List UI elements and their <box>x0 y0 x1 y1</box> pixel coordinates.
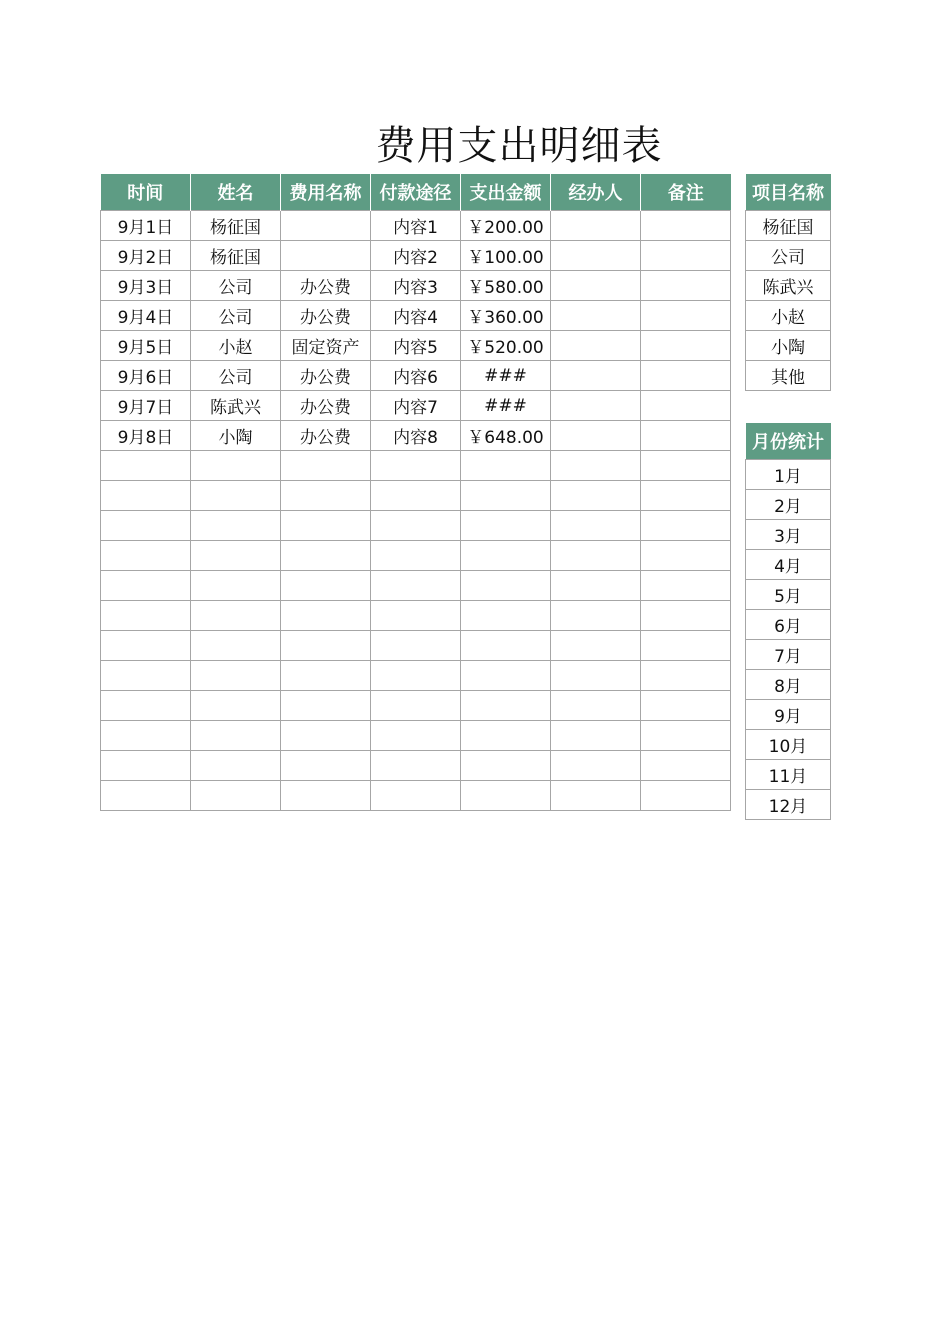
cell-amount[interactable]: ￥520.00 <box>461 331 551 361</box>
list-item <box>746 550 831 580</box>
cell-payment-method[interactable]: 内容8 <box>371 421 461 451</box>
cell-handler[interactable] <box>551 451 641 481</box>
cell-handler[interactable] <box>551 511 641 541</box>
cell-time[interactable]: 9月5日 <box>101 331 191 361</box>
cell-time[interactable] <box>101 721 191 751</box>
cell-remark[interactable] <box>641 571 731 601</box>
cell-amount[interactable]: ￥360.00 <box>461 301 551 331</box>
month-cell[interactable]: 9月 <box>746 700 831 730</box>
header-handler: 经办人 <box>551 174 641 211</box>
cell-payment-method[interactable]: 内容2 <box>371 241 461 271</box>
cell-handler[interactable] <box>551 571 641 601</box>
cell-name[interactable]: 公司 <box>191 301 281 331</box>
cell-payment-method[interactable] <box>371 751 461 781</box>
project-name-cell[interactable]: 小陶 <box>746 331 831 361</box>
list-item <box>746 301 831 331</box>
list-item <box>746 361 831 391</box>
cell-remark[interactable] <box>641 271 731 301</box>
cell-amount[interactable]: ￥648.00 <box>461 421 551 451</box>
cell-payment-method[interactable]: 内容3 <box>371 271 461 301</box>
cell-name[interactable] <box>191 601 281 631</box>
cell-name[interactable]: 小赵 <box>191 331 281 361</box>
cell-name[interactable] <box>191 451 281 481</box>
project-table-header-row <box>746 174 831 211</box>
cell-expense-name[interactable] <box>281 541 371 571</box>
list-item <box>746 490 831 520</box>
table-row <box>101 391 731 421</box>
cell-payment-method[interactable] <box>371 451 461 481</box>
cell-name[interactable] <box>191 511 281 541</box>
list-item <box>746 331 831 361</box>
cell-payment-method[interactable] <box>371 571 461 601</box>
table-row <box>101 481 731 511</box>
project-table <box>745 174 831 391</box>
page-title: 费用支出明细表 <box>375 123 663 169</box>
list-item <box>746 520 831 550</box>
cell-name[interactable] <box>191 631 281 661</box>
cell-expense-name[interactable] <box>281 601 371 631</box>
table-row <box>101 721 731 751</box>
cell-payment-method[interactable]: 内容7 <box>371 391 461 421</box>
cell-handler[interactable] <box>551 691 641 721</box>
cell-expense-name[interactable]: 办公费 <box>281 391 371 421</box>
cell-time[interactable] <box>101 541 191 571</box>
month-cell[interactable]: 6月 <box>746 610 831 640</box>
cell-time[interactable]: 9月7日 <box>101 391 191 421</box>
project-table-body <box>746 211 831 391</box>
cell-amount[interactable] <box>461 541 551 571</box>
cell-remark[interactable] <box>641 541 731 571</box>
cell-amount[interactable]: ￥200.00 <box>461 211 551 241</box>
cell-time[interactable] <box>101 511 191 541</box>
table-row <box>101 541 731 571</box>
table-row <box>101 211 731 241</box>
cell-remark[interactable] <box>641 601 731 631</box>
cell-handler[interactable] <box>551 421 641 451</box>
cell-amount[interactable] <box>461 451 551 481</box>
list-item <box>746 700 831 730</box>
cell-handler[interactable] <box>551 661 641 691</box>
cell-name[interactable]: 公司 <box>191 361 281 391</box>
cell-remark[interactable] <box>641 691 731 721</box>
header-project-name: 项目名称 <box>746 174 831 211</box>
cell-time[interactable]: 9月4日 <box>101 301 191 331</box>
table-row <box>101 451 731 481</box>
table-row <box>101 271 731 301</box>
month-table-header-row <box>746 423 831 460</box>
month-cell[interactable]: 3月 <box>746 520 831 550</box>
cell-amount[interactable] <box>461 661 551 691</box>
cell-name[interactable] <box>191 571 281 601</box>
cell-amount[interactable] <box>461 751 551 781</box>
cell-payment-method[interactable]: 内容6 <box>371 361 461 391</box>
cell-payment-method[interactable] <box>371 601 461 631</box>
table-row <box>101 241 731 271</box>
month-table-body <box>746 460 831 820</box>
project-name-cell[interactable]: 杨征国 <box>746 211 831 241</box>
cell-payment-method[interactable] <box>371 481 461 511</box>
cell-handler[interactable] <box>551 301 641 331</box>
cell-expense-name[interactable]: 办公费 <box>281 361 371 391</box>
cell-expense-name[interactable] <box>281 481 371 511</box>
header-month-stats: 月份统计 <box>746 423 831 460</box>
list-item <box>746 730 831 760</box>
cell-expense-name[interactable]: 办公费 <box>281 421 371 451</box>
month-cell[interactable]: 5月 <box>746 580 831 610</box>
cell-remark[interactable] <box>641 361 731 391</box>
cell-expense-name[interactable] <box>281 751 371 781</box>
month-cell[interactable]: 8月 <box>746 670 831 700</box>
cell-handler[interactable] <box>551 751 641 781</box>
cell-payment-method[interactable] <box>371 721 461 751</box>
month-cell[interactable]: 11月 <box>746 760 831 790</box>
cell-time[interactable] <box>101 481 191 511</box>
cell-remark[interactable] <box>641 511 731 541</box>
cell-remark[interactable] <box>641 211 731 241</box>
cell-time[interactable] <box>101 631 191 661</box>
project-name-cell[interactable]: 陈武兴 <box>746 271 831 301</box>
expense-table-body <box>101 211 731 811</box>
cell-expense-name[interactable] <box>281 661 371 691</box>
expense-table <box>100 174 731 811</box>
cell-time[interactable] <box>101 661 191 691</box>
cell-handler[interactable] <box>551 721 641 751</box>
cell-expense-name[interactable] <box>281 451 371 481</box>
cell-name[interactable] <box>191 721 281 751</box>
month-table <box>745 423 831 820</box>
cell-payment-method[interactable] <box>371 631 461 661</box>
cell-name[interactable]: 小陶 <box>191 421 281 451</box>
cell-handler[interactable] <box>551 631 641 661</box>
cell-time[interactable] <box>101 751 191 781</box>
cell-handler[interactable] <box>551 331 641 361</box>
cell-amount[interactable] <box>461 691 551 721</box>
cell-name[interactable] <box>191 691 281 721</box>
cell-handler[interactable] <box>551 211 641 241</box>
list-item <box>746 211 831 241</box>
cell-amount[interactable] <box>461 481 551 511</box>
cell-amount[interactable] <box>461 601 551 631</box>
cell-time[interactable]: 9月1日 <box>101 211 191 241</box>
cell-payment-method[interactable] <box>371 511 461 541</box>
month-cell[interactable]: 4月 <box>746 550 831 580</box>
cell-time[interactable]: 9月8日 <box>101 421 191 451</box>
cell-remark[interactable] <box>641 451 731 481</box>
cell-time[interactable] <box>101 451 191 481</box>
cell-remark[interactable] <box>641 721 731 751</box>
list-item <box>746 760 831 790</box>
cell-time[interactable] <box>101 691 191 721</box>
cell-expense-name[interactable] <box>281 691 371 721</box>
cell-expense-name[interactable] <box>281 721 371 751</box>
list-item <box>746 271 831 301</box>
project-name-cell[interactable]: 小赵 <box>746 301 831 331</box>
cell-remark[interactable] <box>641 631 731 661</box>
cell-payment-method[interactable] <box>371 691 461 721</box>
table-row <box>101 751 731 781</box>
cell-remark[interactable] <box>641 241 731 271</box>
table-row <box>101 571 731 601</box>
cell-payment-method[interactable]: 内容4 <box>371 301 461 331</box>
table-row <box>101 421 731 451</box>
cell-name[interactable]: 杨征国 <box>191 241 281 271</box>
list-item <box>746 580 831 610</box>
table-row <box>101 511 731 541</box>
header-amount: 支出金额 <box>461 174 551 211</box>
cell-name[interactable]: 杨征国 <box>191 211 281 241</box>
cell-expense-name[interactable] <box>281 511 371 541</box>
header-name: 姓名 <box>191 174 281 211</box>
cell-amount[interactable] <box>461 571 551 601</box>
header-remark: 备注 <box>641 174 731 211</box>
cell-handler[interactable] <box>551 271 641 301</box>
cell-expense-name[interactable] <box>281 211 371 241</box>
cell-name[interactable]: 陈武兴 <box>191 391 281 421</box>
cell-payment-method[interactable] <box>371 661 461 691</box>
month-cell[interactable]: 10月 <box>746 730 831 760</box>
cell-amount[interactable] <box>461 721 551 751</box>
cell-remark[interactable] <box>641 421 731 451</box>
cell-remark[interactable] <box>641 781 731 811</box>
list-item <box>746 790 831 820</box>
cell-handler[interactable] <box>551 541 641 571</box>
cell-amount[interactable] <box>461 781 551 811</box>
table-row <box>101 661 731 691</box>
expense-table-header-row <box>101 174 731 211</box>
cell-handler[interactable] <box>551 361 641 391</box>
cell-expense-name[interactable] <box>281 571 371 601</box>
cell-amount[interactable]: ### <box>461 391 551 421</box>
header-time: 时间 <box>101 174 191 211</box>
cell-remark[interactable] <box>641 661 731 691</box>
cell-time[interactable] <box>101 781 191 811</box>
cell-expense-name[interactable]: 固定资产 <box>281 331 371 361</box>
cell-expense-name[interactable] <box>281 241 371 271</box>
cell-time[interactable] <box>101 571 191 601</box>
cell-expense-name[interactable]: 办公费 <box>281 271 371 301</box>
table-row <box>101 331 731 361</box>
table-row <box>101 361 731 391</box>
month-cell[interactable]: 7月 <box>746 640 831 670</box>
table-row <box>101 631 731 661</box>
table-row <box>101 301 731 331</box>
cell-name[interactable]: 公司 <box>191 271 281 301</box>
list-item <box>746 670 831 700</box>
project-name-cell[interactable]: 其他 <box>746 361 831 391</box>
table-row <box>101 781 731 811</box>
cell-amount[interactable] <box>461 511 551 541</box>
cell-amount[interactable]: ### <box>461 361 551 391</box>
list-item <box>746 241 831 271</box>
cell-remark[interactable] <box>641 481 731 511</box>
list-item <box>746 610 831 640</box>
project-name-cell[interactable]: 公司 <box>746 241 831 271</box>
cell-amount[interactable]: ￥100.00 <box>461 241 551 271</box>
cell-handler[interactable] <box>551 781 641 811</box>
header-expense-name: 费用名称 <box>281 174 371 211</box>
cell-handler[interactable] <box>551 391 641 421</box>
cell-remark[interactable] <box>641 331 731 361</box>
cell-payment-method[interactable]: 内容5 <box>371 331 461 361</box>
cell-handler[interactable] <box>551 601 641 631</box>
cell-name[interactable] <box>191 481 281 511</box>
cell-expense-name[interactable] <box>281 631 371 661</box>
cell-amount[interactable]: ￥580.00 <box>461 271 551 301</box>
cell-expense-name[interactable]: 办公费 <box>281 301 371 331</box>
cell-time[interactable]: 9月3日 <box>101 271 191 301</box>
table-row <box>101 601 731 631</box>
month-cell[interactable]: 1月 <box>746 460 831 490</box>
list-item <box>746 460 831 490</box>
cell-time[interactable]: 9月6日 <box>101 361 191 391</box>
cell-time[interactable] <box>101 601 191 631</box>
cell-payment-method[interactable]: 内容1 <box>371 211 461 241</box>
header-payment-method: 付款途径 <box>371 174 461 211</box>
cell-remark[interactable] <box>641 751 731 781</box>
cell-expense-name[interactable] <box>281 781 371 811</box>
cell-name[interactable] <box>191 751 281 781</box>
cell-remark[interactable] <box>641 301 731 331</box>
cell-remark[interactable] <box>641 391 731 421</box>
cell-name[interactable] <box>191 541 281 571</box>
table-row <box>101 691 731 721</box>
cell-name[interactable] <box>191 781 281 811</box>
month-cell[interactable]: 12月 <box>746 790 831 820</box>
cell-handler[interactable] <box>551 241 641 271</box>
cell-handler[interactable] <box>551 481 641 511</box>
cell-name[interactable] <box>191 661 281 691</box>
cell-payment-method[interactable] <box>371 781 461 811</box>
cell-amount[interactable] <box>461 631 551 661</box>
cell-payment-method[interactable] <box>371 541 461 571</box>
list-item <box>746 640 831 670</box>
month-cell[interactable]: 2月 <box>746 490 831 520</box>
cell-time[interactable]: 9月2日 <box>101 241 191 271</box>
